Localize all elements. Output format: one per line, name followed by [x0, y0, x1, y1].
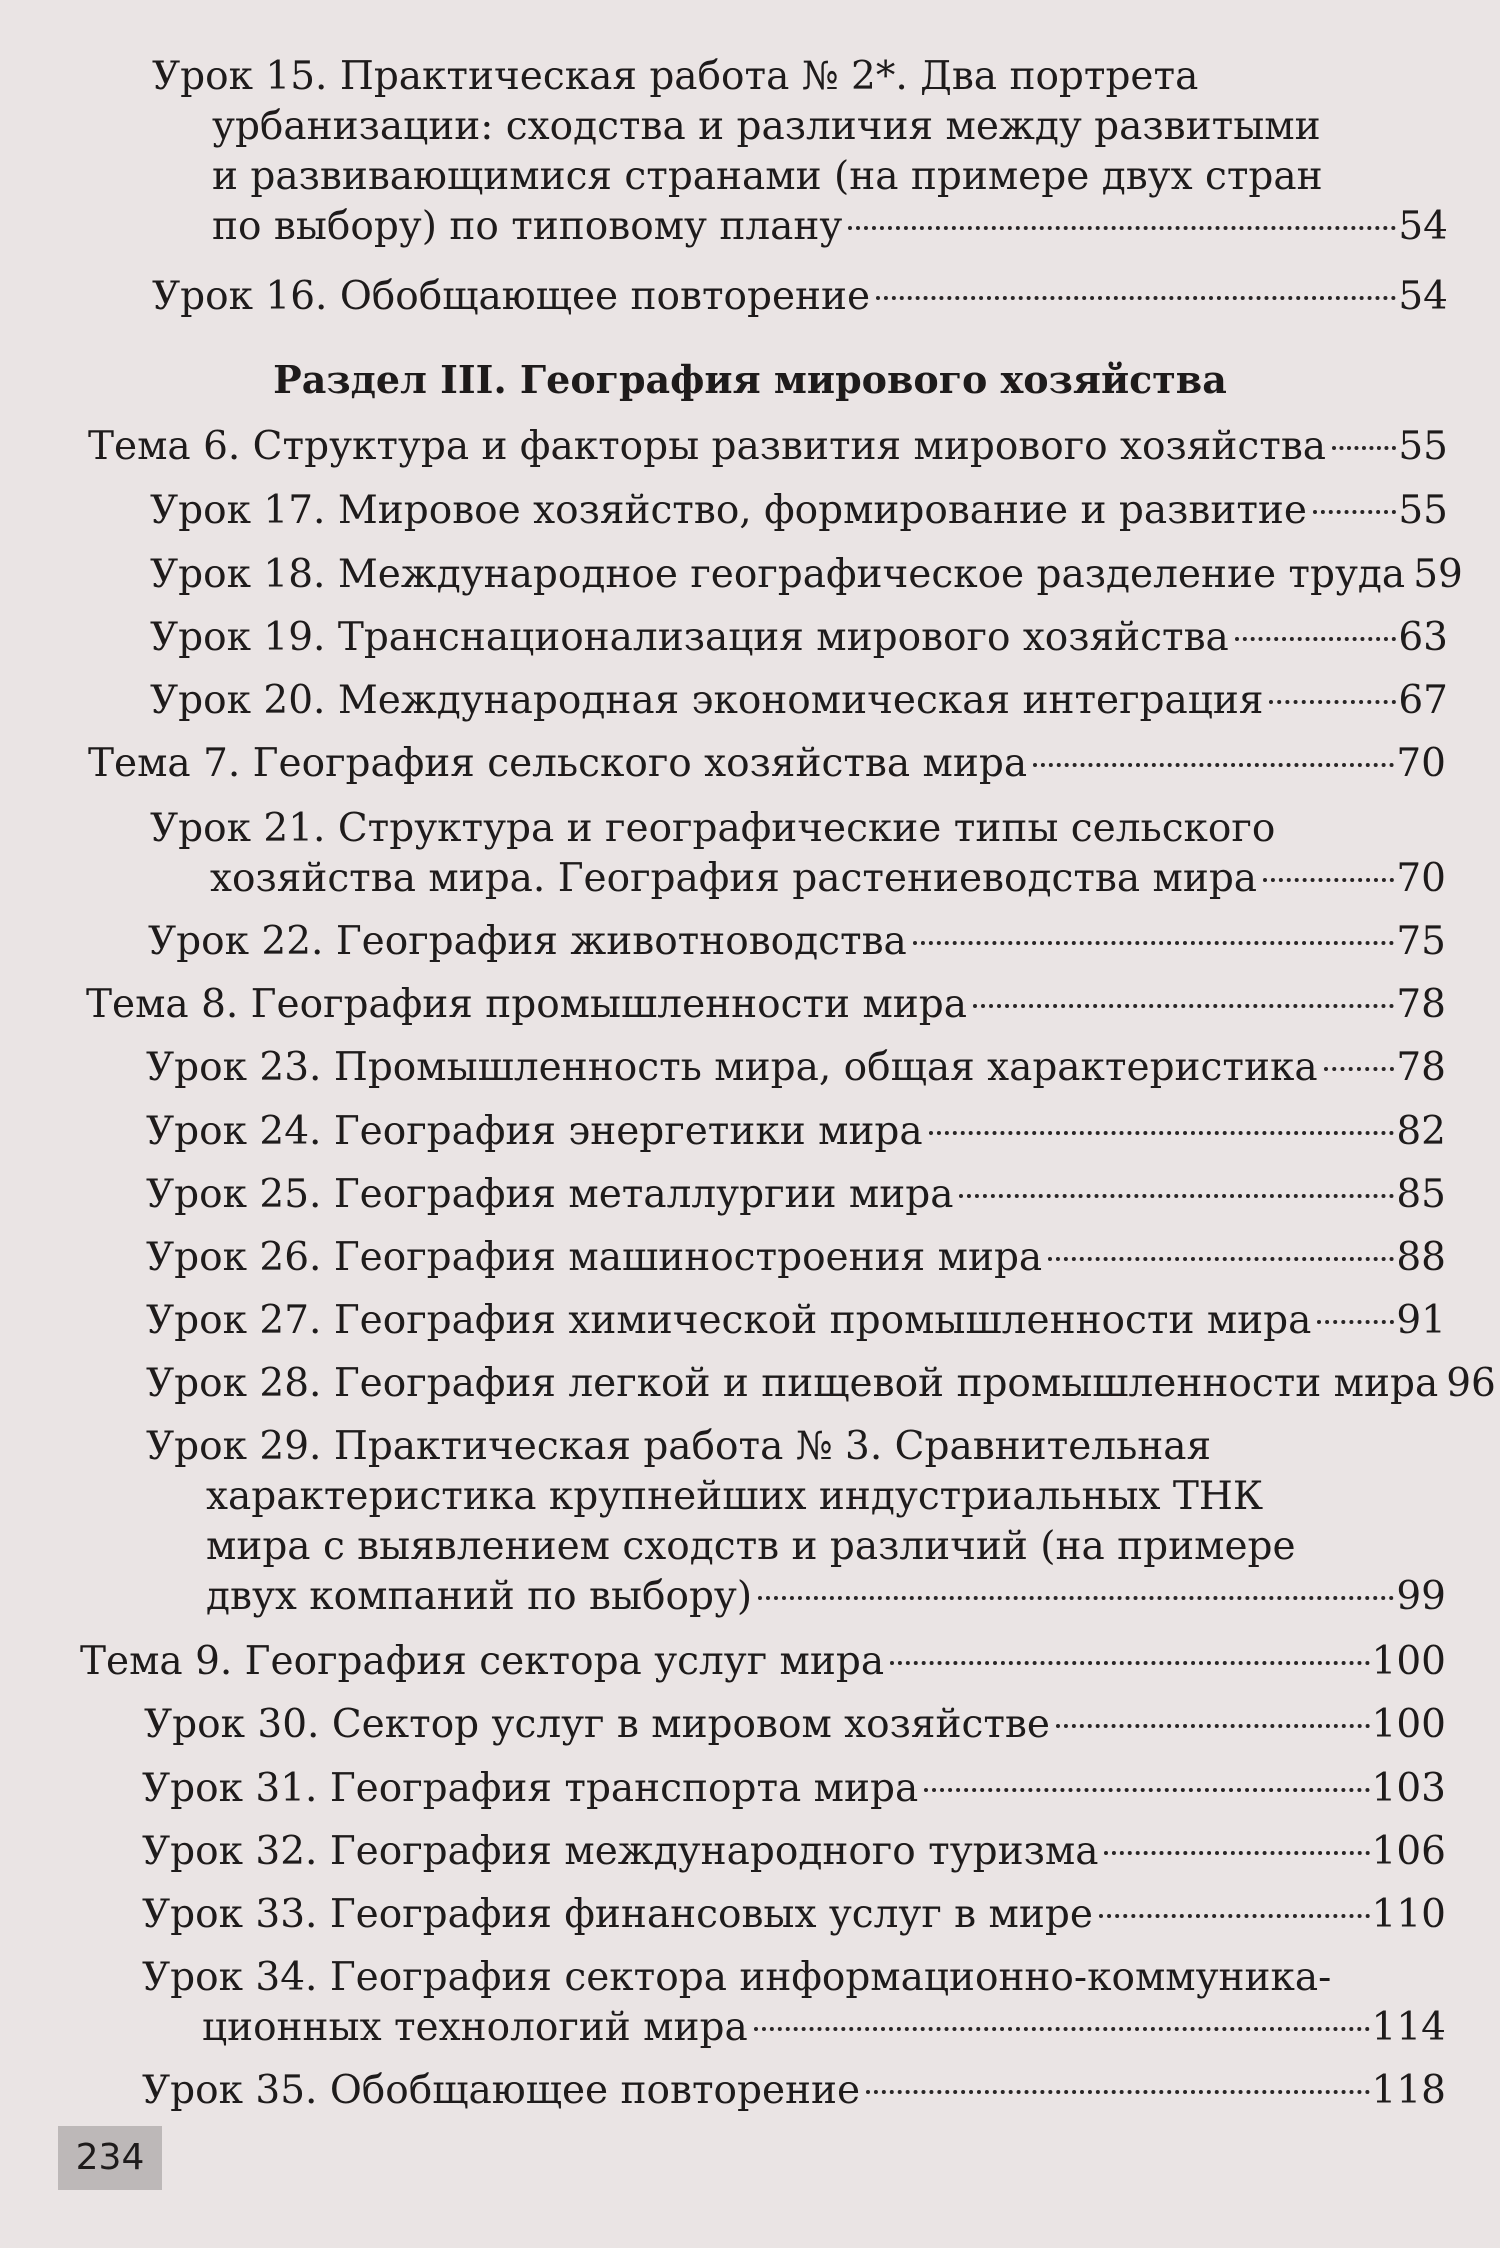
toc-entry-text: Урок 35. Обобщающее повторение — [142, 2068, 861, 2113]
toc-entry-row — [150, 486, 1448, 536]
toc-entry — [142, 1827, 1446, 1877]
dot-leader — [1313, 510, 1396, 514]
toc-entry-text: Тема 8. География промышленности мира — [86, 982, 967, 1027]
toc-entry-row — [88, 739, 1446, 789]
dot-leader — [758, 1596, 1394, 1600]
dot-leader — [973, 1004, 1394, 1008]
toc-entry — [150, 613, 1448, 663]
toc-page-number: 75 — [1396, 919, 1446, 964]
toc-entry — [142, 1953, 1446, 2053]
dot-leader — [959, 1194, 1394, 1198]
toc-entry-text: Урок 21. Структура и географические типы сельского — [150, 806, 1276, 851]
toc-entry-row — [142, 1827, 1446, 1877]
toc-entry — [150, 804, 1446, 904]
toc-entry-row — [148, 917, 1446, 967]
toc-page-number: 110 — [1371, 1892, 1446, 1937]
toc-entry-text: Урок 24. География энергетики мира — [146, 1109, 923, 1154]
toc-entry — [150, 550, 1463, 600]
dot-leader — [1324, 1067, 1395, 1071]
toc-entry-text: Урок 27. География химической промышленности мира — [146, 1298, 1312, 1343]
dot-leader — [1104, 1851, 1369, 1855]
toc-entry-text: Урок 22. География животноводства — [148, 919, 907, 964]
toc-entry-text: Урок 25. География металлургии мира — [146, 1172, 954, 1217]
toc-entry — [142, 1764, 1446, 1814]
toc-page-number: 91 — [1396, 1298, 1446, 1343]
toc-entry — [142, 2066, 1446, 2116]
toc-entry-row — [146, 1107, 1446, 1157]
toc-entry-row — [146, 1572, 1446, 1622]
toc-entry — [146, 1422, 1446, 1622]
toc-entry-text: Урок 30. Сектор услуг в мировом хозяйстве — [144, 1702, 1050, 1747]
toc-page-number: 55 — [1398, 424, 1448, 469]
dot-leader — [1269, 700, 1396, 704]
dot-leader — [1048, 1257, 1394, 1261]
toc-entry-row — [80, 1637, 1446, 1687]
toc-entry-row — [150, 854, 1446, 904]
toc-entry-text: Урок 20. Международная экономическая интеграция — [150, 678, 1264, 723]
toc-page-number: 70 — [1396, 741, 1446, 786]
toc-entry-row — [152, 272, 1448, 322]
toc-page-number: 114 — [1371, 2005, 1446, 2050]
dot-leader — [848, 226, 1396, 230]
toc-entry-row — [146, 1233, 1446, 1283]
toc-entry-text: Урок 15. Практическая работа № 2*. Два портрета — [152, 54, 1199, 99]
toc-entry-text: Урок 29. Практическая работа № 3. Сравнительная — [146, 1424, 1212, 1469]
toc-entry — [152, 272, 1448, 322]
toc-entry — [150, 676, 1448, 726]
toc-page-number: 96 — [1446, 1361, 1496, 1406]
toc-entry-row — [146, 1170, 1446, 1220]
toc-entry-row — [146, 1359, 1496, 1409]
toc-entry — [80, 1637, 1446, 1687]
toc-entry-text: Тема 6. Структура и факторы развития мирового хозяйства — [88, 424, 1327, 469]
toc-entry-row — [146, 1296, 1446, 1346]
toc-entry — [152, 52, 1448, 252]
section-heading: Раздел III. География мирового хозяйства — [273, 357, 1227, 402]
toc-entry-text: Урок 28. География легкой и пищевой промышленности мира — [146, 1361, 1439, 1406]
toc-entry-row — [150, 613, 1448, 663]
toc-entry-row — [142, 1764, 1446, 1814]
toc-entry — [88, 422, 1448, 472]
toc-entry — [148, 917, 1446, 967]
toc-entry-text: и развивающимися странами (на примере двух стран — [212, 154, 1323, 199]
toc-entry-text: двух компаний по выбору) — [206, 1574, 753, 1619]
toc-page-number: 100 — [1371, 1639, 1446, 1684]
toc-page-number: 54 — [1398, 274, 1448, 319]
toc-entry-row — [144, 1700, 1446, 1750]
toc-entry — [142, 1890, 1446, 1940]
toc-page-number: 88 — [1396, 1235, 1446, 1280]
toc-entry-text: Тема 9. География сектора услуг мира — [80, 1639, 885, 1684]
toc-entry-row — [142, 2066, 1446, 2116]
dot-leader — [929, 1131, 1395, 1135]
toc-entry-text: Урок 16. Обобщающее повторение — [152, 274, 871, 319]
toc-page-number: 67 — [1398, 678, 1448, 723]
toc-entry-row — [142, 1890, 1446, 1940]
toc-page-number: 54 — [1398, 204, 1448, 249]
toc-page-number: 99 — [1396, 1574, 1446, 1619]
toc-entry-text: Урок 19. Транснационализация мирового хозяйства — [150, 615, 1229, 660]
toc-page-number: 103 — [1371, 1766, 1446, 1811]
toc-entry — [88, 739, 1446, 789]
toc-entry-text: Урок 31. География транспорта мира — [142, 1766, 919, 1811]
toc-entry-text: Урок 18. Международное географическое разделение труда — [150, 552, 1406, 597]
dot-leader — [1235, 637, 1397, 641]
toc-page-number: 63 — [1398, 615, 1448, 660]
toc-entry — [146, 1296, 1446, 1346]
toc-entry-text: по выбору) по типовому плану — [212, 204, 843, 249]
toc-entry-text: Тема 7. География сельского хозяйства мира — [88, 741, 1028, 786]
toc-entry-text: урбанизации: сходства и различия между развитыми — [212, 104, 1321, 149]
toc-entry-text: хозяйства мира. География растениеводства мира — [210, 856, 1258, 901]
toc-page-number: 118 — [1371, 2068, 1446, 2113]
toc-entry-text: Урок 32. География международного туризма — [142, 1829, 1099, 1874]
toc-entry — [86, 980, 1446, 1030]
dot-leader — [876, 296, 1396, 300]
toc-entry-text: мира с выявлением сходств и различий (на примере — [206, 1524, 1296, 1569]
toc-entry-row — [150, 550, 1463, 600]
toc-entry — [146, 1107, 1446, 1157]
toc-page-number: 78 — [1396, 1045, 1446, 1090]
toc-entry-text: Урок 23. Промышленность мира, общая характеристика — [146, 1045, 1318, 1090]
toc-page-number: 85 — [1396, 1172, 1446, 1217]
toc-entry-row — [146, 1043, 1446, 1093]
dot-leader — [754, 2027, 1370, 2031]
toc-entry — [150, 486, 1448, 536]
dot-leader — [1317, 1320, 1394, 1324]
page-number: 234 — [58, 2126, 162, 2190]
dot-leader — [1263, 878, 1394, 882]
toc-entry-row — [86, 980, 1446, 1030]
toc-entry-row — [142, 2003, 1446, 2053]
toc-page-number: 100 — [1371, 1702, 1446, 1747]
dot-leader — [1332, 446, 1396, 450]
dot-leader — [1099, 1914, 1370, 1918]
dot-leader — [890, 1661, 1369, 1665]
dot-leader — [1033, 763, 1394, 767]
toc-entry-text: ционных технологий мира — [202, 2005, 748, 2050]
toc-entry-text: Урок 33. География финансовых услуг в мире — [142, 1892, 1093, 1937]
toc-entry-row — [150, 676, 1448, 726]
toc-entry — [146, 1043, 1446, 1093]
toc-page-number: 78 — [1396, 982, 1446, 1027]
toc-entry-text: Урок 17. Мировое хозяйство, формирование и развитие — [150, 488, 1307, 533]
toc-entry-text: Урок 34. География сектора информационно-коммуника- — [142, 1955, 1332, 2000]
dot-leader — [913, 941, 1395, 945]
dot-leader — [1056, 1724, 1370, 1728]
toc-page-number: 59 — [1413, 552, 1463, 597]
toc-entry — [144, 1700, 1446, 1750]
dot-leader — [866, 2090, 1369, 2094]
toc-page-number: 106 — [1371, 1829, 1446, 1874]
toc-entry-row — [88, 422, 1448, 472]
toc-entry-text: характеристика крупнейших индустриальных ТНК — [206, 1474, 1264, 1519]
toc-page-number: 55 — [1398, 488, 1448, 533]
toc-page-number: 82 — [1396, 1109, 1446, 1154]
toc-entry-row — [152, 202, 1448, 252]
toc-entry — [146, 1359, 1496, 1409]
toc-entry-text: Урок 26. География машиностроения мира — [146, 1235, 1043, 1280]
toc-page-number: 70 — [1396, 856, 1446, 901]
toc-entry — [146, 1170, 1446, 1220]
toc-entry — [146, 1233, 1446, 1283]
dot-leader — [924, 1788, 1369, 1792]
